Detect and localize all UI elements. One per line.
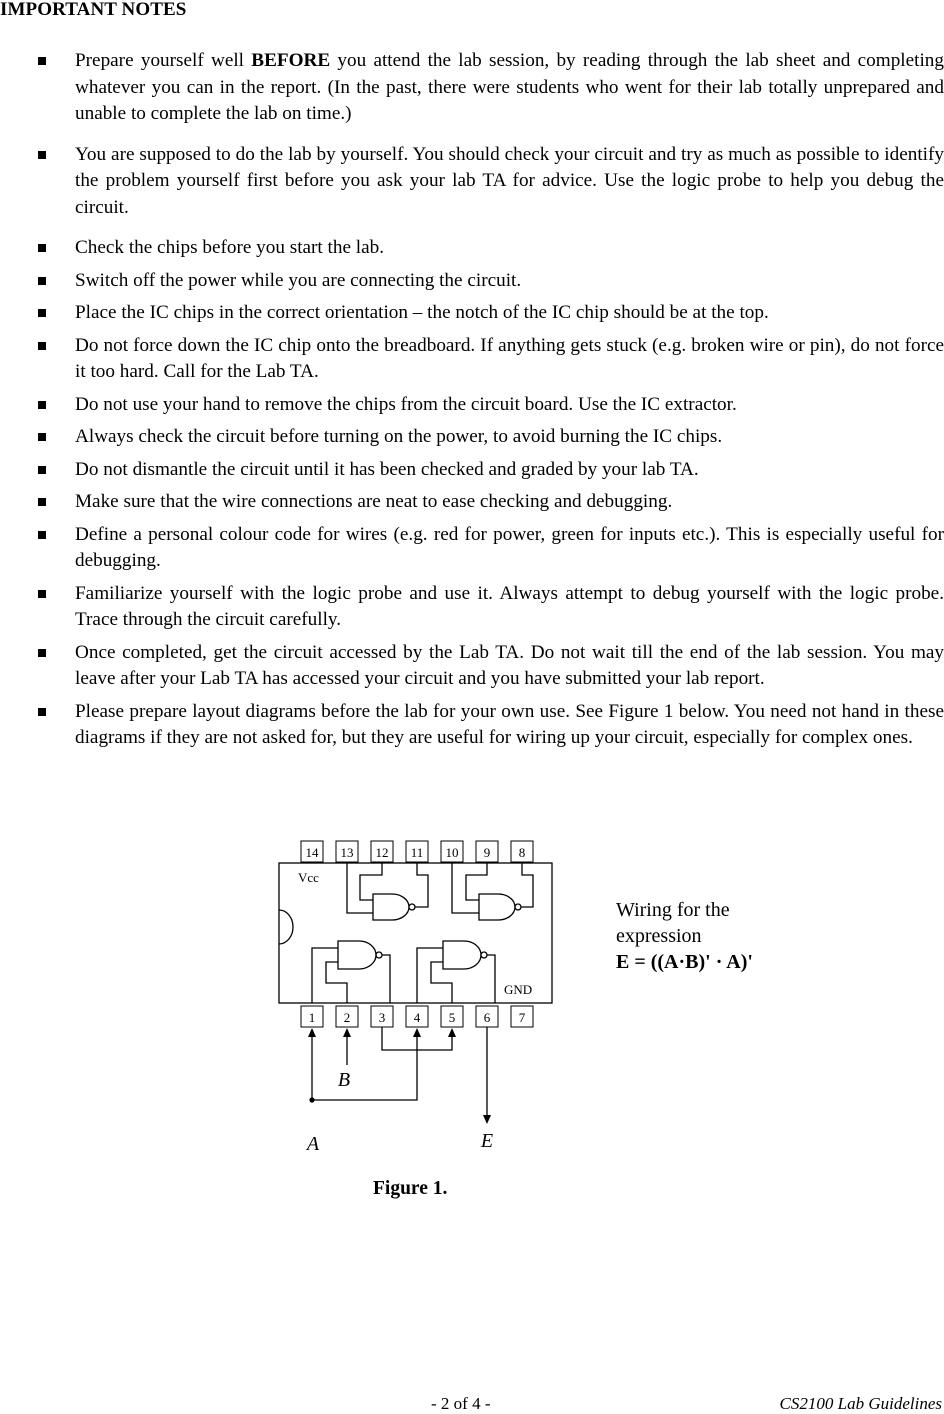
bottom-pin-row	[301, 1006, 533, 1027]
bullet-icon	[38, 342, 46, 350]
nand-gate-lower-left	[312, 941, 390, 1003]
pin-label: 13	[340, 845, 354, 860]
pin-label: 6	[483, 1010, 491, 1025]
note-text: Switch off the power while you are connecting the circuit.	[75, 269, 522, 291]
page-number: - 2 of 4 -	[431, 1394, 491, 1413]
note-text: Familiarize yourself with the logic probe and use it. Always attempt to debug yourself with the logic probe. Trace through the circuit carefully.	[75, 582, 944, 630]
note-text: Check the chips before you start the lab.	[75, 237, 385, 258]
bullet-icon	[38, 433, 46, 441]
note-text: Do not dismantle the circuit until it has been checked and graded by your lab TA.	[75, 458, 699, 480]
bullet-icon	[38, 531, 46, 539]
note-text: Place the IC chips in the correct orientation – the notch of the IC chip should be at the top.	[75, 302, 769, 323]
gnd-label: GND	[504, 982, 533, 997]
note-text-bold: BEFORE	[251, 50, 331, 71]
bullet-icon	[38, 277, 46, 285]
note-text: Do not use your hand to remove the chips from the circuit board. Use the IC extractor.	[75, 393, 737, 415]
wiring-line: expression	[616, 925, 702, 947]
note-item	[0, 235, 944, 262]
bullet-icon	[38, 401, 46, 409]
nand-gate-lower-right	[417, 941, 495, 1003]
note-item	[0, 581, 944, 634]
figure-caption: Figure 1.	[373, 1178, 448, 1199]
pin-label: 3	[378, 1010, 386, 1025]
pin-label: 5	[448, 1010, 456, 1025]
note-item	[0, 457, 944, 484]
note-text: Do not force down the IC chip onto the breadboard. If anything gets stuck (e.g. broken wire or pin), do not force it too hard. Call for the Lab TA.	[75, 334, 944, 382]
top-pin-row	[301, 841, 533, 862]
page-heading: IMPORTANT NOTES	[0, 0, 187, 20]
note-item	[0, 392, 944, 419]
pin-label: 2	[343, 1010, 351, 1025]
note-item	[0, 268, 944, 295]
pin-label: 11	[410, 845, 424, 860]
pin-label: 12	[375, 845, 389, 860]
vcc-label: Vcc	[298, 870, 319, 885]
input-a-label: A	[306, 1133, 320, 1155]
nand-gate-upper-right	[452, 863, 533, 920]
bullet-icon	[38, 498, 46, 506]
note-text-pre: Prepare yourself well	[75, 50, 252, 71]
note-item	[0, 699, 944, 752]
note-text: Once completed, get the circuit accessed by the Lab TA. Do not wait till the end of the lab session. You may leave after your Lab TA has accessed your circuit and you have submitted your lab report.	[75, 641, 944, 689]
note-text: Please prepare layout diagrams before the lab for your own use. See Figure 1 below. You need not hand in these diagrams if they are not asked for, but they are useful for wiring up your circuit, especially for complex ones.	[75, 700, 944, 748]
wiring-description	[616, 897, 753, 975]
bullet-icon	[38, 309, 46, 317]
footer-title: CS2100 Lab Guidelines	[779, 1394, 942, 1413]
arrowheads	[308, 1028, 491, 1124]
bullet-icon	[38, 466, 46, 474]
nand-gate-upper-left	[347, 863, 428, 920]
note-text-post: you attend the lab session, by reading through the lab sheet and completing whatever you can in the report. (In the past, there were students who went for their lab totally unprepared and unable to complete the lab on time.)	[75, 50, 944, 124]
ic-notch	[279, 910, 293, 944]
bullet-icon	[38, 244, 46, 252]
note-item	[0, 333, 944, 386]
bullet-icon	[38, 649, 46, 657]
bullet-icon	[38, 57, 46, 65]
ic-wiring-diagram	[270, 830, 570, 1160]
input-b-label: B	[337, 1069, 351, 1091]
wiring-line: Wiring for the	[616, 899, 730, 921]
wiring-expression: E = ((A·B)' · A)'	[616, 951, 753, 973]
note-text: Define a personal colour code for wires (e.g. red for power, green for inputs etc.). This is especially useful for debugging.	[75, 523, 944, 571]
pin-label: 10	[445, 845, 459, 860]
pin-label: 4	[413, 1010, 421, 1025]
pin-label: 9	[483, 845, 491, 860]
note-item	[0, 489, 944, 516]
note-item	[0, 142, 944, 222]
note-text: You are supposed to do the lab by yourself. You should check your circuit and try as much as possible to identify the problem yourself first before you ask your lab TA for advice. Use the logic probe to help you debug the circuit.	[75, 143, 944, 218]
bullet-icon	[38, 708, 46, 716]
note-text: Always check the circuit before turning on the power, to avoid burning the IC chips.	[75, 426, 723, 447]
note-item	[0, 48, 944, 128]
output-e-label: E	[480, 1130, 494, 1152]
pin-label: 1	[308, 1010, 316, 1025]
note-item	[0, 424, 944, 451]
note-text: Make sure that the wire connections are neat to ease checking and debugging.	[75, 491, 673, 512]
note-item	[0, 522, 944, 575]
notes-list	[0, 48, 944, 758]
note-item	[0, 300, 944, 327]
pin-label: 7	[518, 1010, 526, 1025]
pin-label: 14	[305, 845, 319, 860]
note-item	[0, 640, 944, 693]
bullet-icon	[38, 590, 46, 598]
bullet-icon	[38, 151, 46, 159]
pin-label: 8	[518, 845, 526, 860]
